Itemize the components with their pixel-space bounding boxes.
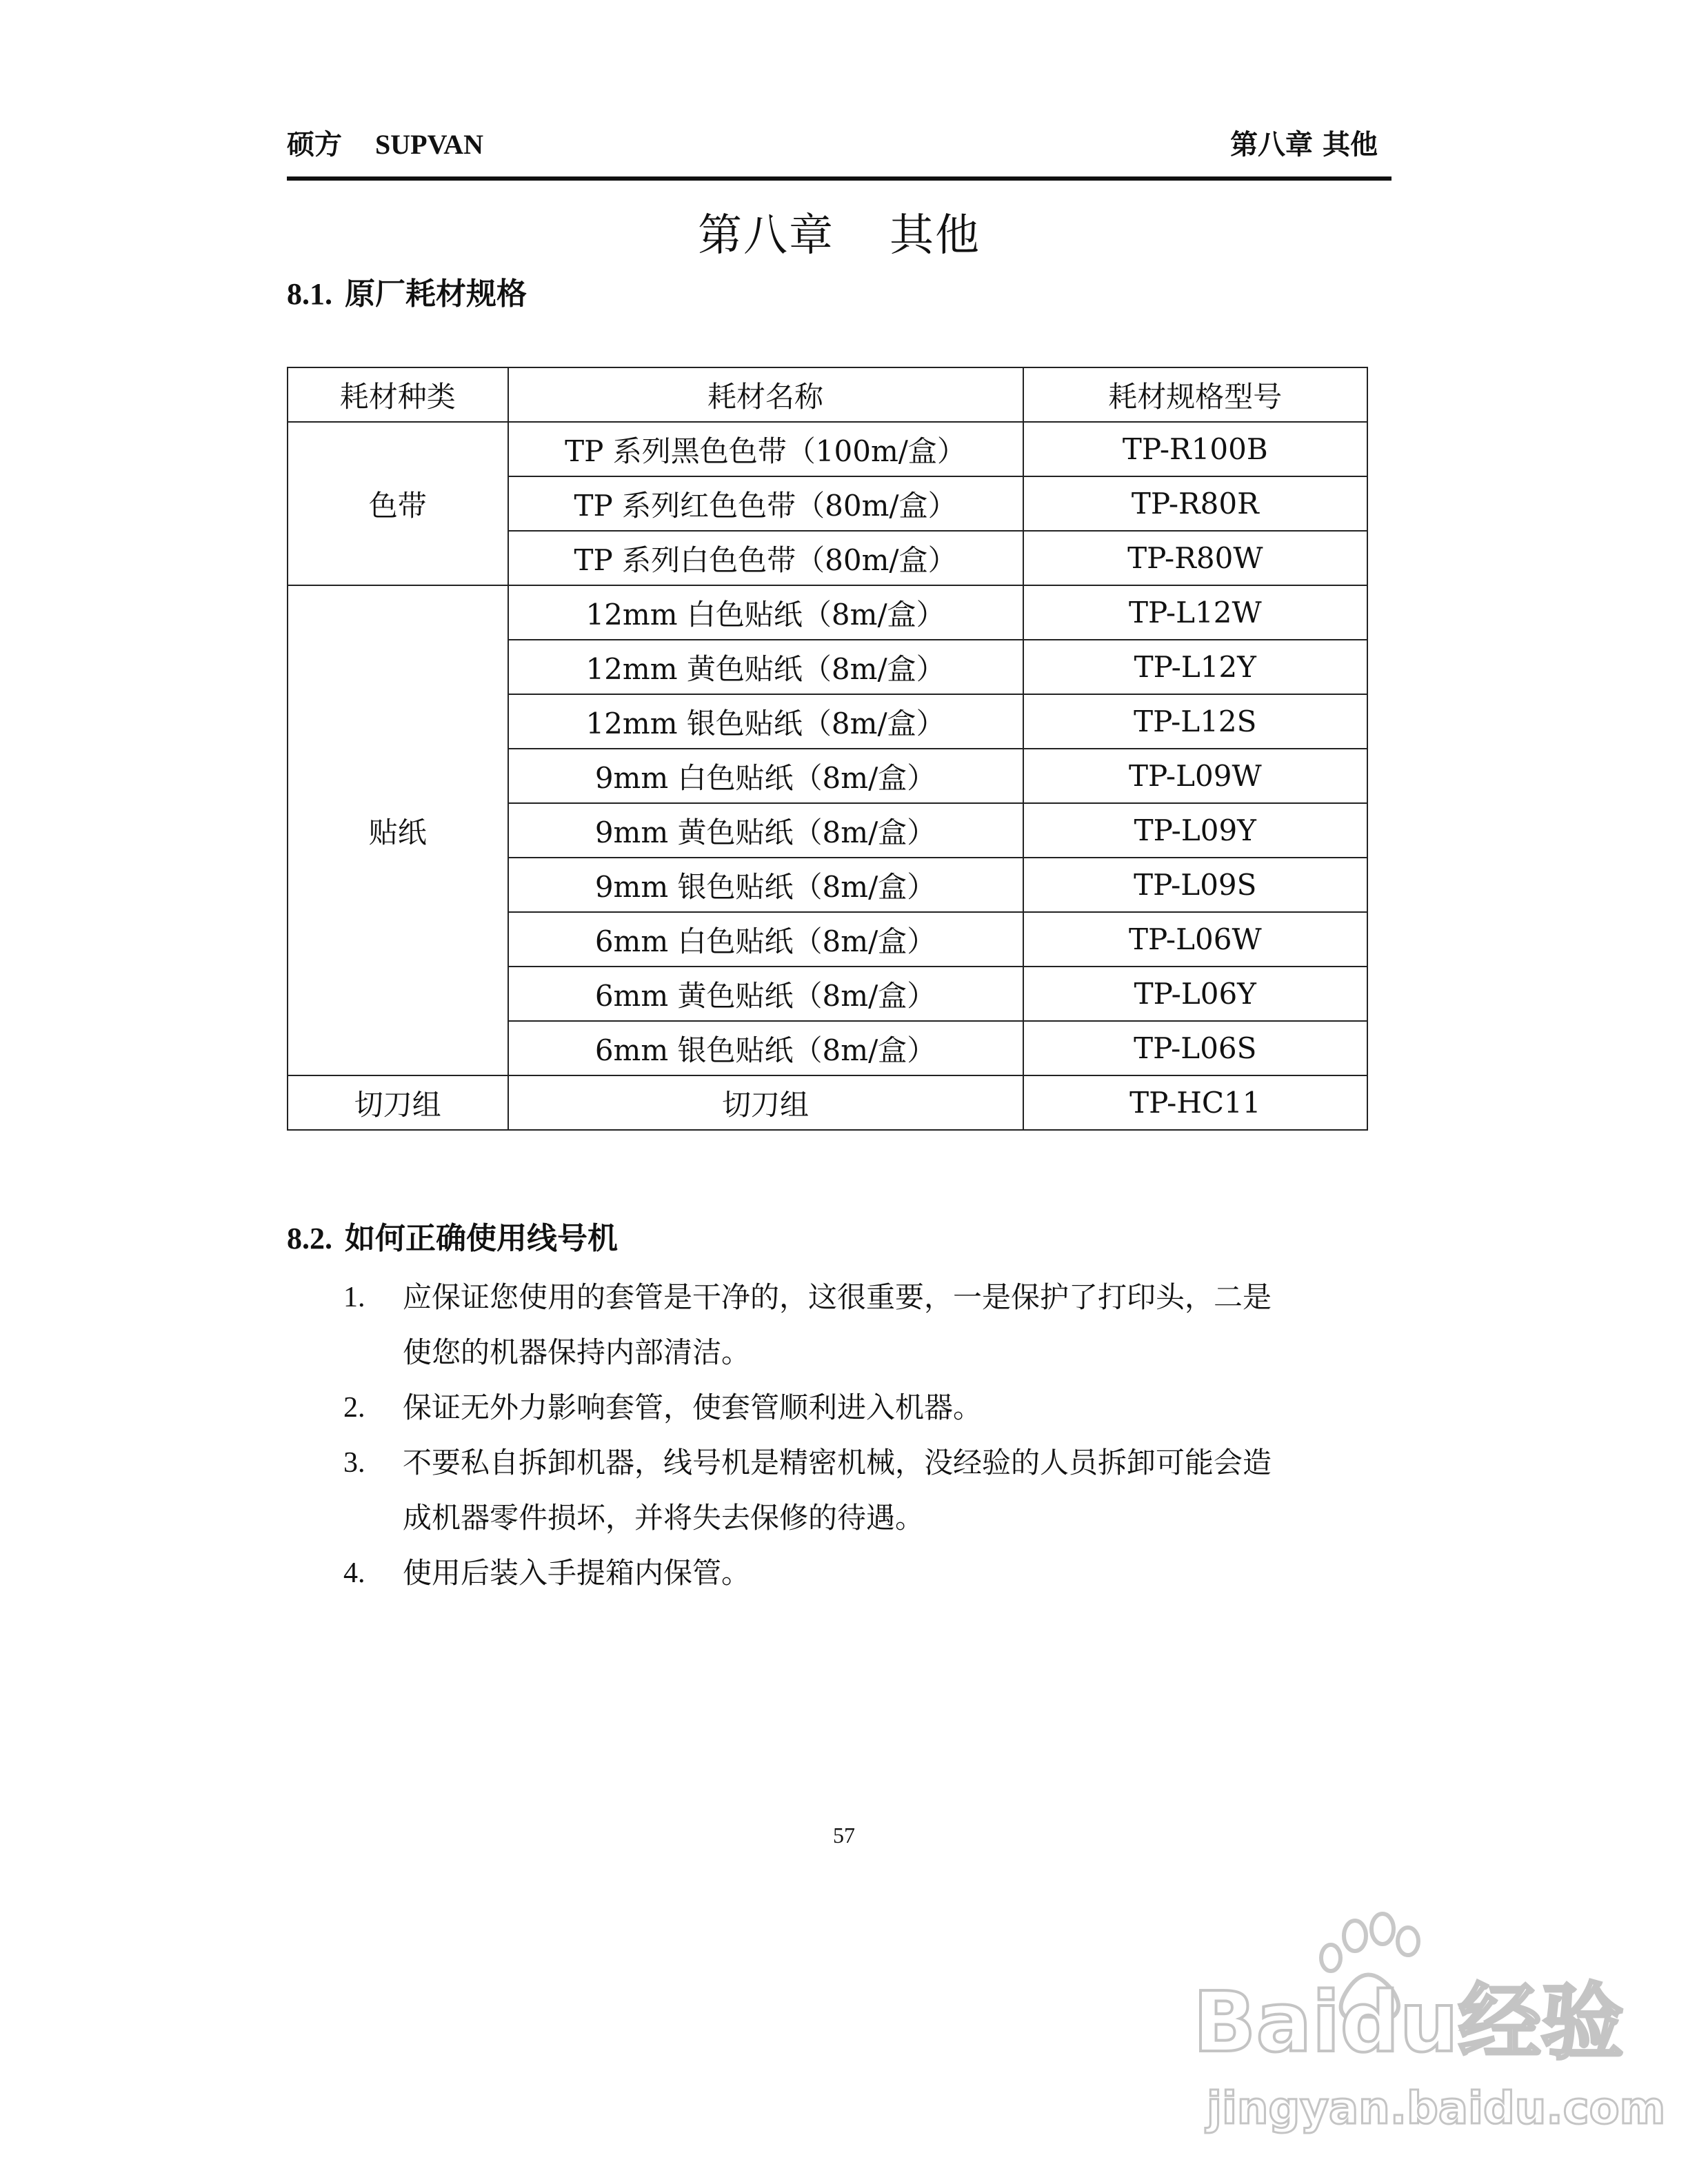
table-row [288, 422, 1367, 476]
category-cell: 贴纸 [288, 585, 508, 1075]
category-cell: 切刀组 [288, 1075, 508, 1130]
name-cell: TP 系列白色色带（80m/盒） [508, 531, 1023, 585]
chapter-title [287, 200, 1391, 263]
name-cell: 6mm 白色贴纸（8m/盒） [508, 912, 1023, 967]
model-cell: TP-L09W [1023, 749, 1367, 803]
name-cell: 9mm 银色贴纸（8m/盒） [508, 858, 1023, 912]
name-cell: 9mm 白色贴纸（8m/盒） [508, 749, 1023, 803]
model-cell: TP-L09Y [1023, 803, 1367, 858]
list-text-line: 使用后装入手提箱内保管。 [403, 1556, 751, 1590]
section-number: 8.2. [287, 1222, 332, 1255]
baidu-watermark [1186, 1910, 1666, 2137]
name-cell: 12mm 白色贴纸（8m/盒） [508, 585, 1023, 640]
watermark-brand: Baidu经验 [1193, 1975, 1624, 2071]
name-cell: 切刀组 [508, 1075, 1023, 1130]
model-cell: TP-L12W [1023, 585, 1367, 640]
list-text-line: 使您的机器保持内部清洁。 [403, 1335, 751, 1369]
table-header-row [288, 367, 1367, 422]
page-header [287, 116, 1391, 182]
model-cell: TP-HC11 [1023, 1075, 1367, 1130]
usage-list [343, 1270, 1391, 1601]
section-number: 8.1. [287, 277, 332, 311]
list-text-line: 成机器零件损坏，并将失去保修的待遇。 [403, 1501, 925, 1535]
list-number: 2. [343, 1392, 365, 1424]
category-cell: 色带 [288, 422, 508, 585]
page-number: 57 [833, 1823, 855, 1848]
table-row [288, 1075, 1367, 1130]
section-title: 如何正确使用线号机 [345, 1221, 618, 1256]
consumables-table [287, 367, 1368, 1131]
list-item [343, 1546, 1391, 1601]
header-rule [287, 176, 1391, 181]
name-cell: 9mm 黄色贴纸（8m/盒） [508, 803, 1023, 858]
section-heading-8-2 [287, 1213, 618, 1257]
brand-en: SUPVAN [375, 129, 484, 160]
name-cell: 12mm 银色贴纸（8m/盒） [508, 694, 1023, 749]
section-heading-8-1 [287, 269, 527, 313]
list-number: 4. [343, 1557, 365, 1589]
name-cell: 6mm 银色贴纸（8m/盒） [508, 1021, 1023, 1075]
list-number: 3. [343, 1447, 365, 1479]
watermark-url: jingyan.baidu.com [1207, 2083, 1666, 2134]
header-model: 耗材规格型号 [1023, 367, 1367, 422]
list-number: 1. [343, 1282, 365, 1313]
model-cell: TP-L12Y [1023, 640, 1367, 694]
name-cell: 12mm 黄色贴纸（8m/盒） [508, 640, 1023, 694]
model-cell: TP-L06S [1023, 1021, 1367, 1075]
model-cell: TP-L06Y [1023, 967, 1367, 1021]
chapter-title-part1: 第八章 [698, 210, 834, 261]
name-cell: TP 系列黑色色带（100m/盒） [508, 422, 1023, 476]
brand-cn: 硕方 [287, 128, 342, 161]
section-title: 原厂耗材规格 [345, 276, 527, 312]
model-cell: TP-R80W [1023, 531, 1367, 585]
list-item [343, 1380, 1391, 1435]
name-cell: 6mm 黄色贴纸（8m/盒） [508, 967, 1023, 1021]
table-row [288, 585, 1367, 640]
header-chapter: 第八章 其他 [1230, 128, 1378, 161]
header-name: 耗材名称 [508, 367, 1023, 422]
list-text-line: 保证无外力影响套管，使套管顺利进入机器。 [403, 1391, 983, 1424]
name-cell: TP 系列红色色带（80m/盒） [508, 476, 1023, 531]
model-cell: TP-L06W [1023, 912, 1367, 967]
list-item [343, 1270, 1391, 1380]
list-text-line: 应保证您使用的套管是干净的，这很重要，一是保护了打印头，二是 [403, 1280, 1272, 1314]
list-item [343, 1435, 1391, 1546]
list-text-line: 不要私自拆卸机器，线号机是精密机械，没经验的人员拆卸可能会造 [403, 1446, 1272, 1479]
brand [287, 123, 483, 162]
model-cell: TP-L12S [1023, 694, 1367, 749]
header-category: 耗材种类 [288, 367, 508, 422]
model-cell: TP-R80R [1023, 476, 1367, 531]
model-cell: TP-R100B [1023, 422, 1367, 476]
model-cell: TP-L09S [1023, 858, 1367, 912]
chapter-title-part2: 其他 [890, 210, 981, 261]
